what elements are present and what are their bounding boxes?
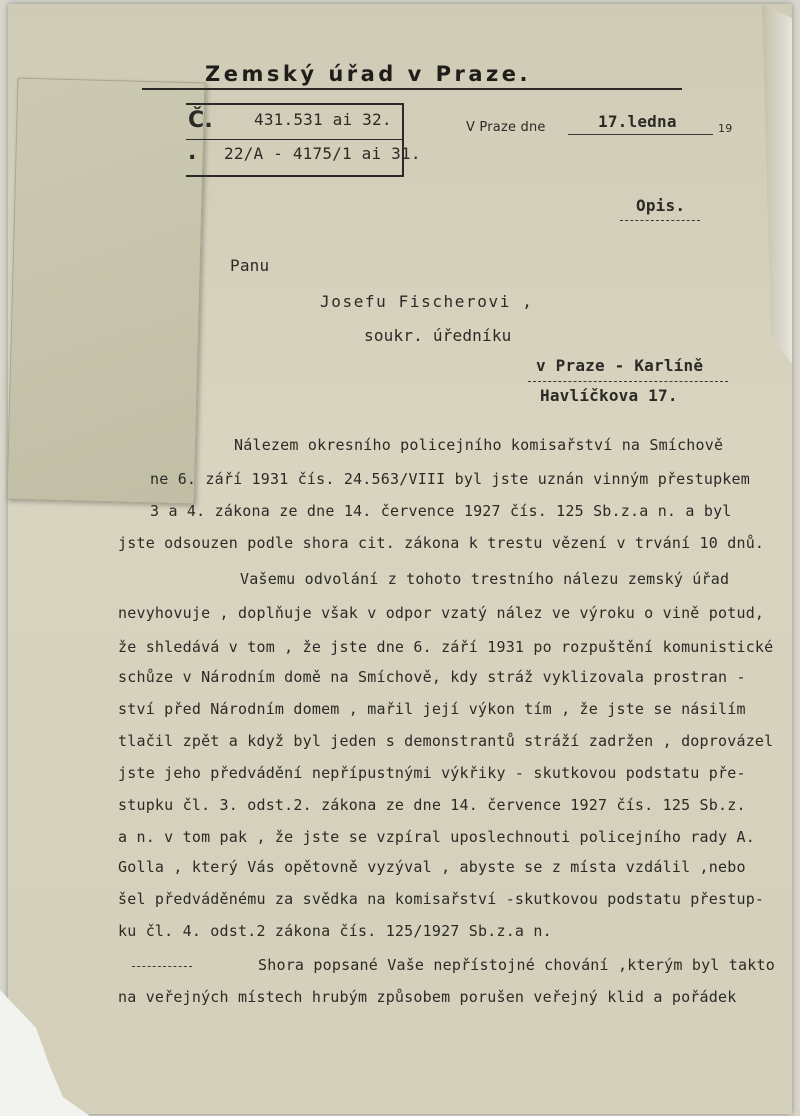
paragraph-indent-dash [132,966,192,967]
body-line: tlačil zpět a když byl jeden s demonstrantů stráží zadržen , doprovázel [118,732,774,750]
copy-underline [620,220,700,221]
body-line: 3 a 4. zákona ze dne 14. července 1927 čís. 125 Sb.z.a n. a byl [150,502,732,520]
date-line [568,134,713,135]
addressee-city: v Praze - Karlíně [536,356,704,375]
place-date-label: V Praze dne [466,120,546,135]
addressee-name: Josefu Fischerovi , [320,292,534,311]
body-line: ne 6. září 1931 čís. 24.563/VIII byl jste uznán vinným přestupkem [150,470,750,488]
body-line: že shledává v tom , že jste dne 6. září 1931 po rozpuštění komunistické [118,638,774,656]
date-value: 17.ledna [598,112,677,131]
title-underline [142,88,682,90]
body-line: schůze v Národním domě na Smíchově, kdy stráž vyklizovala prostran - [118,668,746,686]
body-line: nevyhovuje , doplňuje však v odpor vzatý nález ve výroku o vině potud, [118,604,765,622]
salutation: Panu [230,256,270,275]
folded-right-edge [762,4,792,364]
body-line: šel předváděnému za svědka na komisařství -skutkovou podstatu přestup- [118,890,765,908]
body-line: ku čl. 4. odst.2 zákona čís. 125/1927 Sb.z.a n. [118,922,552,940]
body-line: a n. v tom pak , že jste se vzpíral uposlechnouti policejního rady A. [118,828,755,846]
body-line: ství před Národním domem , mařil její výkon tím , že jste se násilím [118,700,746,718]
body-line: Shora popsané Vaše nepřístojné chování ,kterým byl takto [258,956,775,974]
copy-label: Opis. [636,196,686,215]
reference-number-2: 22/A - 4175/1 ai 31. [224,144,421,163]
body-line: Vašemu odvolání z tohoto trestního nálezu zemský úřad [240,570,730,588]
reference-mark-dot: . [188,140,197,165]
addressee-occupation: soukr. úředníku [364,326,512,345]
body-line: na veřejných místech hrubým způsobem porušen veřejný klid a pořádek [118,988,737,1006]
body-line: Golla , který Vás opětovně vyzýval , abyste se z místa vzdálil ,nebo [118,858,746,876]
body-line: stupku čl. 3. odst.2. zákona ze dne 14. července 1927 čís. 125 Sb.z. [118,796,746,814]
reference-number-1: 431.531 ai 32. [254,110,392,129]
attached-paper-slip [7,78,206,505]
body-line: Nálezem okresního policejního komisařství na Smíchově [234,436,724,454]
office-title: Zemský úřad v Praze. [205,62,531,86]
city-underline [528,381,728,382]
body-line: jste odsouzen podle shora cit. zákona k trestu vězení v trvání 10 dnů. [118,534,765,552]
year-prefix: 19 [718,122,733,135]
reference-mark: Č. [188,108,213,133]
addressee-street: Havlíčkova 17. [540,386,678,405]
body-line: jste jeho předvádění nepřípustnými výkřiky - skutkovou podstatu pře- [118,764,746,782]
